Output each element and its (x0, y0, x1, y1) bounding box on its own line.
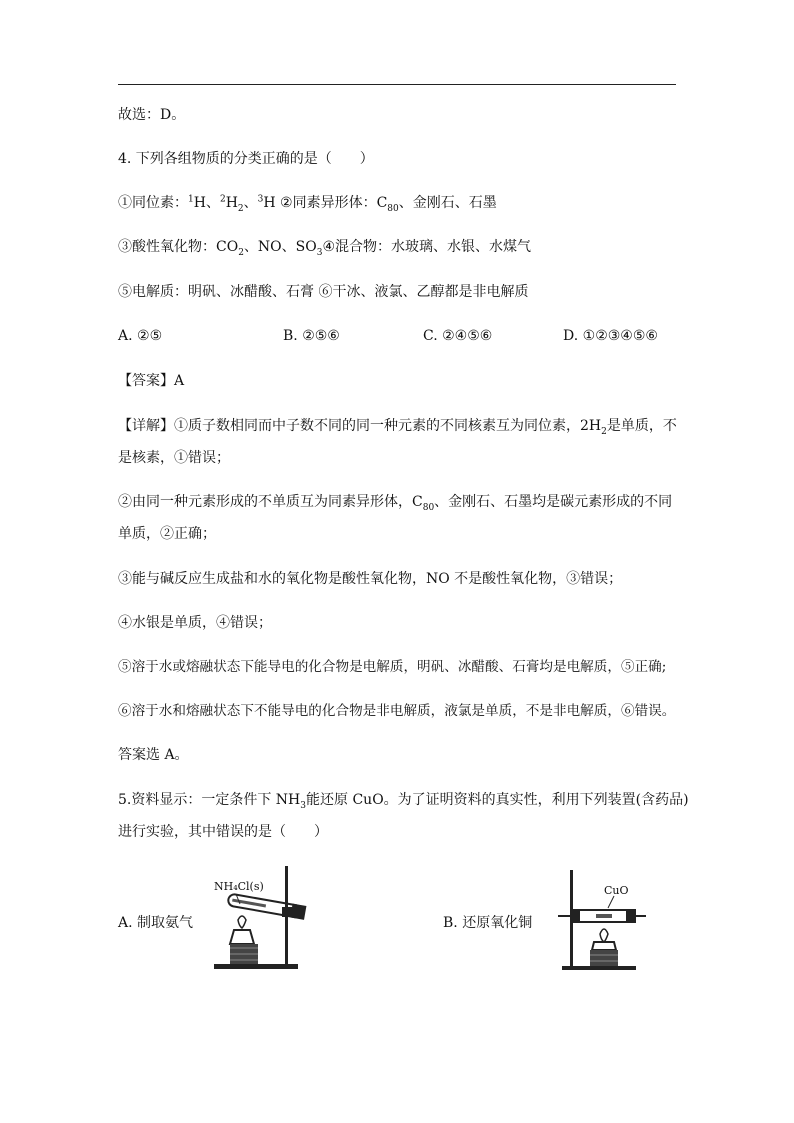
q4-detail-1: 【详解】①质子数相同而中子数不同的同一种元素的不同核素互为同位素，$2H_2$是单质，不 (118, 418, 677, 437)
clamp (282, 907, 292, 917)
q5-stem-line1: 5.资料显示：一定条件下 $NH_3$能还原 CuO。为了证明资料的真实性，利用下列装置(含药品) (118, 792, 689, 811)
q4-detail-2b: 单质，②正确； (118, 526, 216, 542)
q4-option-d: D. ①②③④⑤⑥ (563, 328, 658, 344)
q4-option-b: B. ②⑤⑥ (283, 328, 340, 344)
q5-option-b: B. 还原氧化铜 (443, 915, 533, 931)
q4-detail-1b: 是核素，①错误； (118, 450, 230, 466)
header-rule (118, 84, 676, 85)
q4-option-c: C. ②④⑤⑥ (423, 328, 493, 344)
q4-statement-1: ①同位素：$^1$H、$^2H_2$、$^3$H ②同素异形体：$C_{80}$、金刚石、石墨 (118, 194, 497, 214)
q4-option-a: A. ②⑤ (118, 328, 163, 344)
test-tube (227, 892, 306, 919)
q5-stem-line2: 进行实验，其中错误的是（ ） (118, 824, 328, 840)
lamp-block (590, 950, 618, 966)
q4-final-answer: 答案选 A。 (118, 747, 189, 763)
q4-stem: 4. 下列各组物质的分类正确的是（ ） (118, 151, 374, 167)
q4-detail-2: ②由同一种元素形成的不单质互为同素异形体，$C_{80}$、金刚石、石墨均是碳元素形成的不同 (118, 494, 673, 513)
flame (600, 929, 608, 942)
q4-answer: 【答案】A (118, 373, 185, 389)
q4-detail-4: ④水银是单质，④错误； (118, 615, 272, 631)
q5-option-a: A. 制取氨气 (118, 915, 194, 931)
copper-oxide-label: CuO (604, 884, 629, 897)
q4-detail-6: ⑥溶于水和熔融状态下不能导电的化合物是非电解质，液氯是单质，不是非电解质，⑥错误。 (118, 703, 676, 719)
alcohol-lamp (592, 942, 616, 950)
q4-statement-3: ⑤电解质：明矾、冰醋酸、石膏 ⑥干冰、液氯、乙醇都是非电解质 (118, 284, 529, 300)
stand-base (562, 966, 636, 970)
q4-statement-2: ③酸性氧化物：$CO_2$、NO、$SO_3④$混合物：水玻璃、水银、水煤气 (118, 239, 532, 258)
flame (238, 916, 246, 928)
ammonium-chloride-label: NH₄Cl(s) (214, 880, 264, 893)
q4-detail-5: ⑤溶于水或熔融状态下能导电的化合物是电解质，明矾、冰醋酸、石膏均是电解质，⑤正确; (118, 659, 667, 675)
q4-detail-3: ③能与碱反应生成盐和水的氧化物是酸性氧化物，NO 不是酸性氧化物，③错误； (118, 571, 623, 587)
copper-oxide-apparatus-figure (542, 866, 652, 974)
alcohol-lamp (230, 930, 254, 944)
prev-answer-line: 故选：D。 (118, 107, 186, 123)
ammonia-apparatus-figure (206, 860, 326, 978)
